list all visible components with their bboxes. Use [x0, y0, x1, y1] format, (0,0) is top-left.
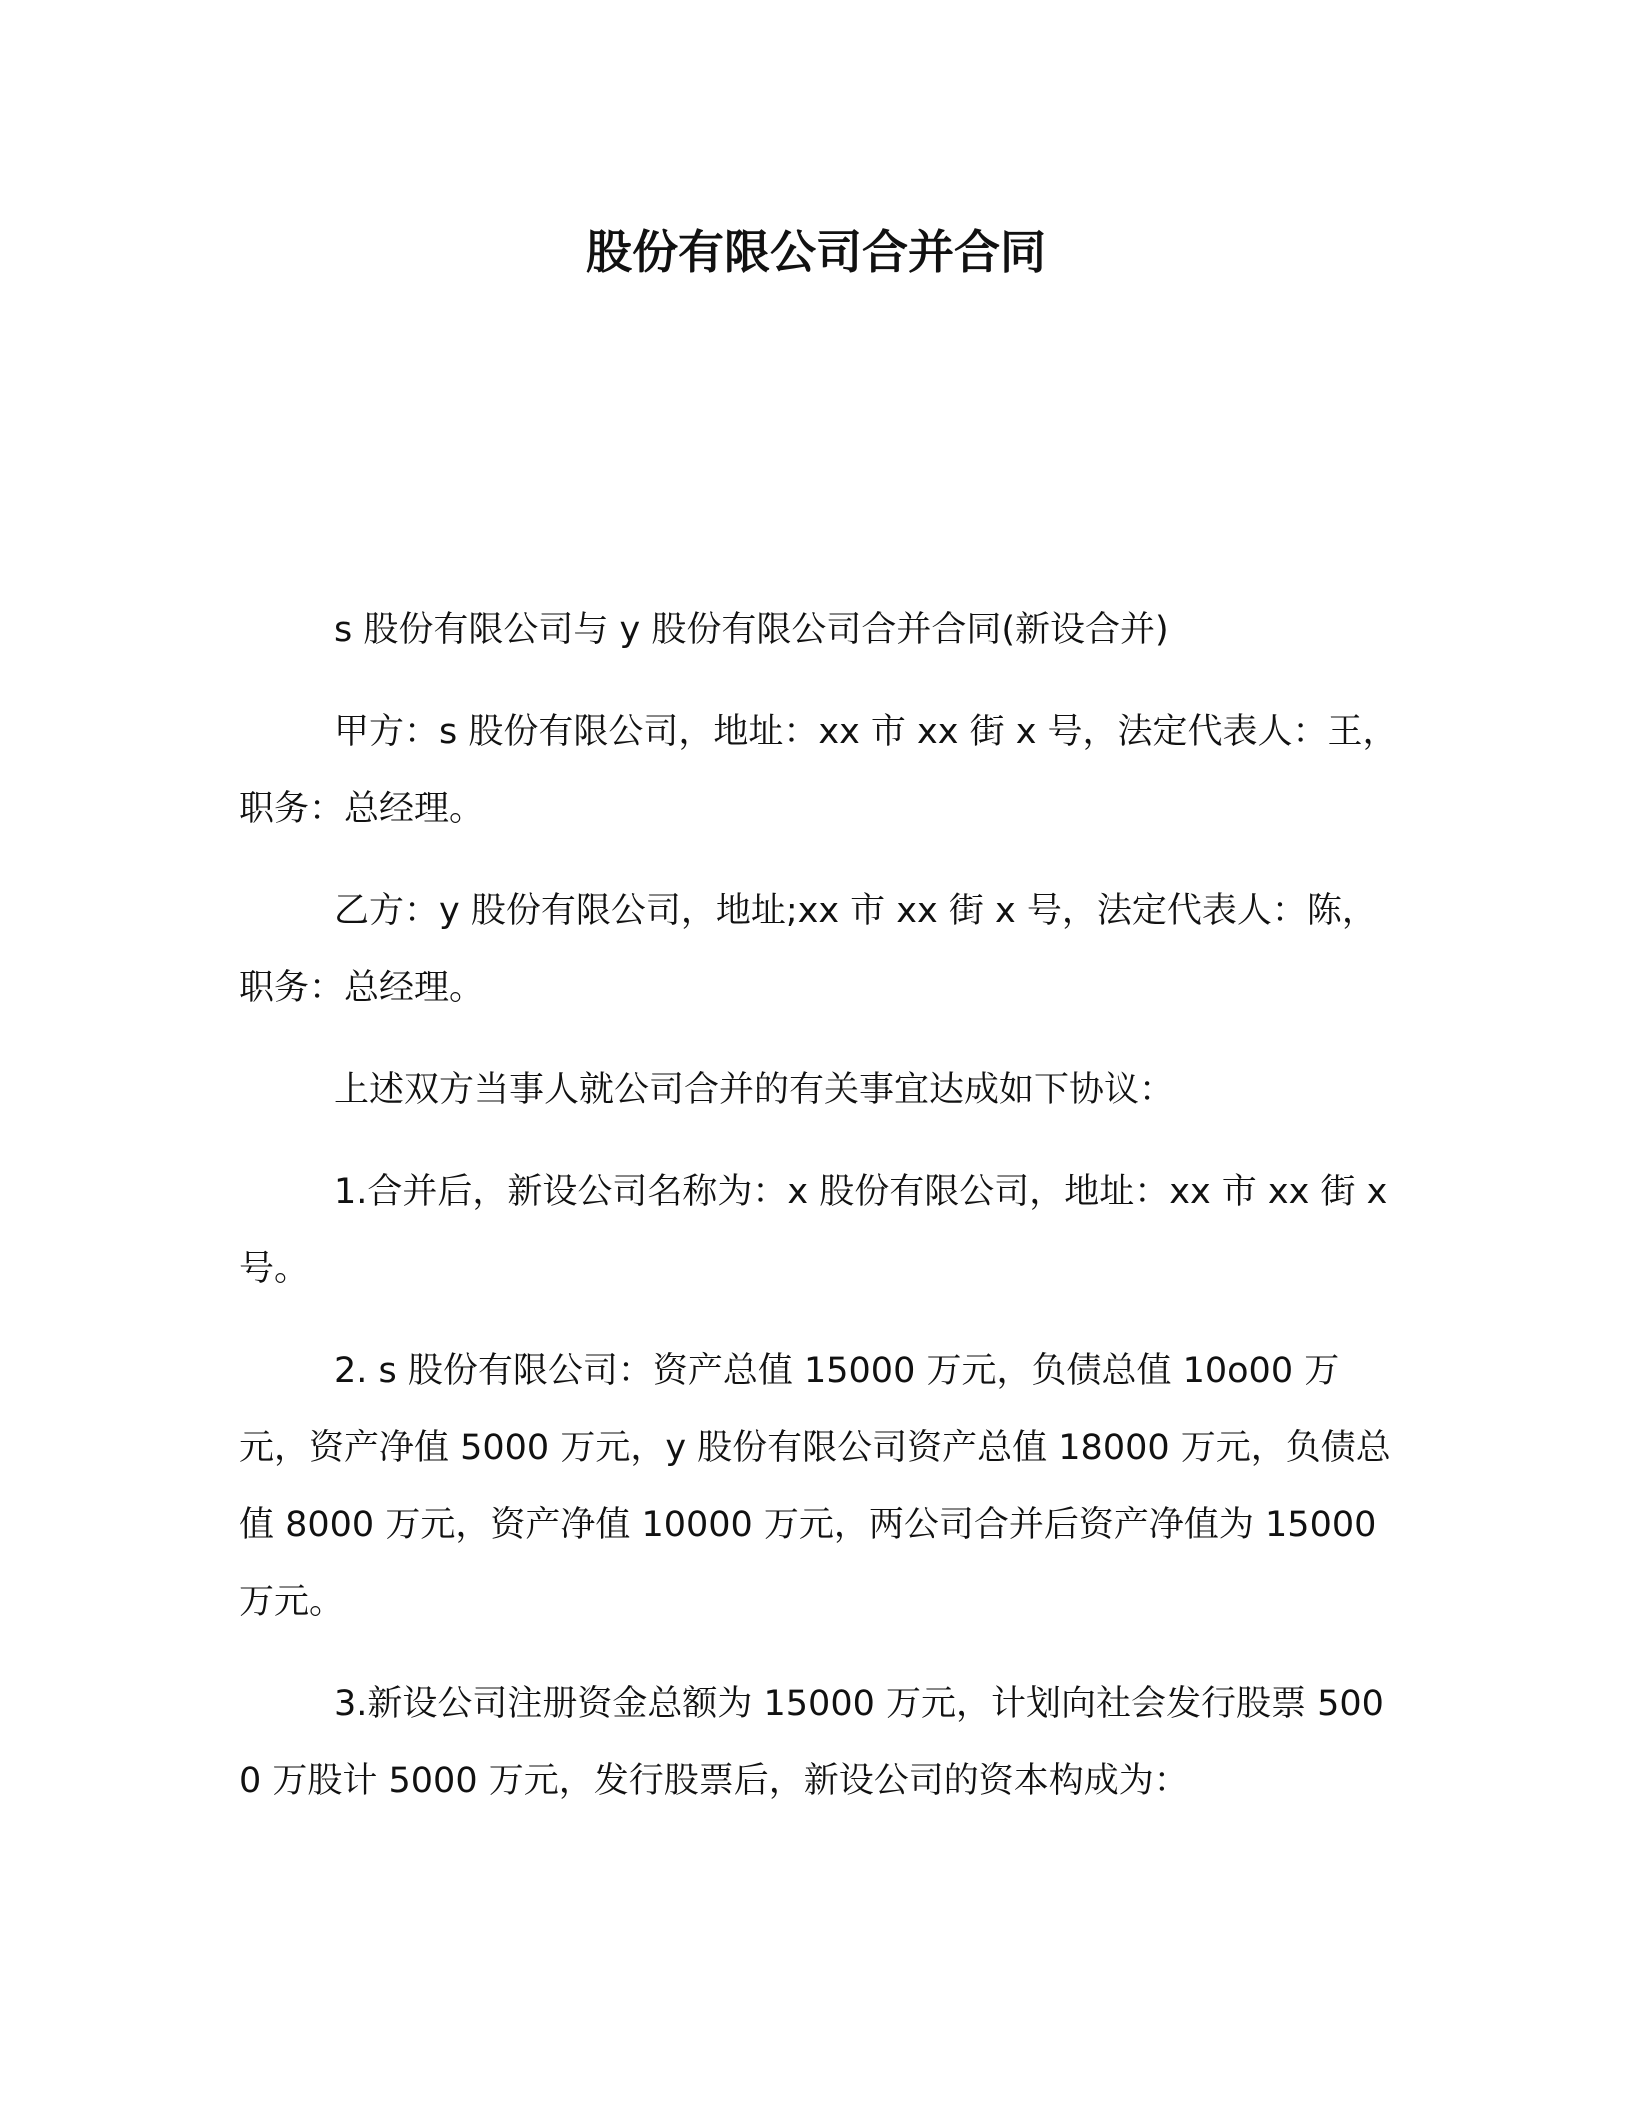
party-a-paragraph: 甲方：s 股份有限公司，地址：xx 市 xx 街 x 号，法定代表人：王，职务：总经理。 — [239, 712, 1398, 829]
contract-heading-paragraph: s 股份有限公司与 y 股份有限公司合并合同(新设合并) — [334, 610, 1169, 650]
document-body — [239, 592, 1404, 1845]
clause-3-paragraph: 3.新设公司注册资金总额为 15000 万元，计划向社会发行股票 5000 万股计 5000 万元，发行股票后，新设公司的资本构成为： — [239, 1684, 1384, 1801]
agreement-intro-paragraph: 上述双方当事人就公司合并的有关事宜达成如下协议： — [334, 1070, 1175, 1110]
document-title: 股份有限公司合并合同 — [586, 225, 1046, 279]
party-b-paragraph: 乙方：y 股份有限公司，地址;xx 市 xx 街 x 号，法定代表人：陈，职务：总经理。 — [239, 891, 1377, 1008]
clause-1-paragraph: 1.合并后，新设公司名称为：x 股份有限公司，地址：xx 市 xx 街 x 号。 — [239, 1172, 1388, 1289]
clause-2-paragraph: 2. s 股份有限公司：资产总值 15000 万元，负债总值 10o00 万元，资产净值 5000 万元，y 股份有限公司资产总值 18000 万元，负债总值 8000 万元，资产净值 10000 万元，两公司合并后资产净值为 15000 万元。 — [239, 1351, 1391, 1622]
